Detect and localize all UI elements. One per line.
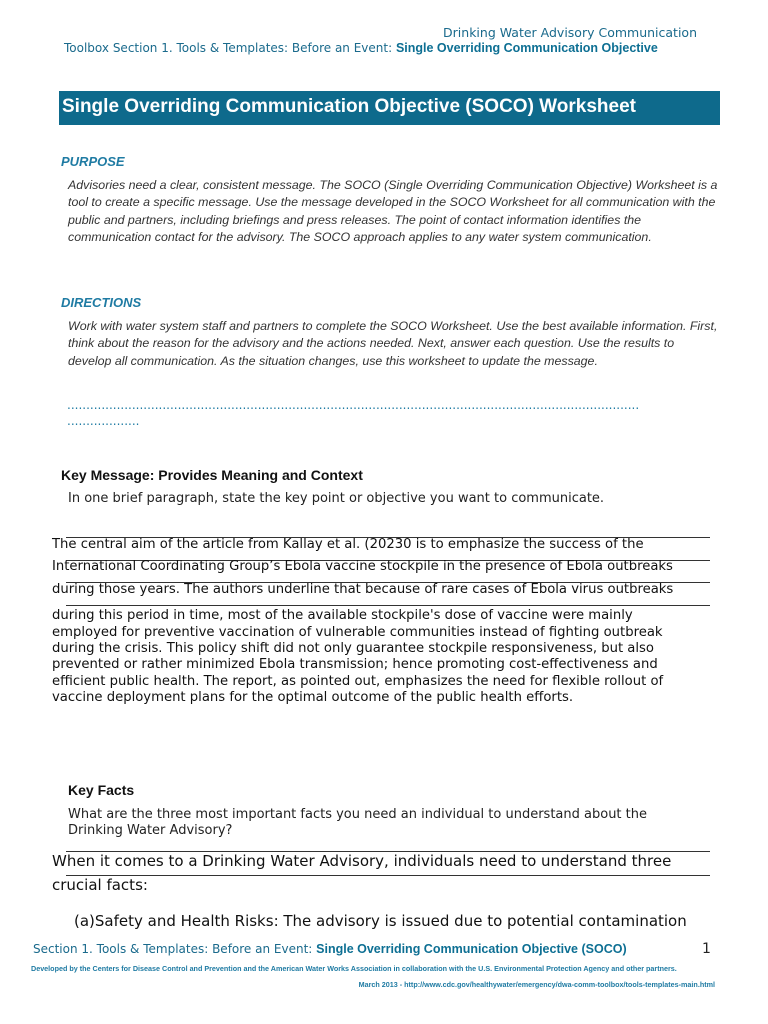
key-facts-prompt: What are the three most important facts you need an individual to understand about the: [68, 807, 647, 822]
key-facts-answer-line: crucial facts:: [52, 876, 148, 894]
key-message-line: vaccine deployment plans for the optimal outcome of the public health efforts.: [52, 690, 574, 705]
key-message-heading: Key Message: Provides Meaning and Context: [61, 467, 363, 483]
answer-rule: [66, 605, 710, 606]
footer-section-prefix: Section 1. Tools & Templates: Before an Event:: [33, 942, 317, 956]
page-number: 1: [702, 941, 711, 957]
directions-text: Work with water system staff and partners to complete the SOCO Worksheet. Use the best available information. First, think about the reason for the advisory and the actions needed. Next, answer each question. Use the results to develop all communication. As the situation changes, use this worksheet to update the message.: [68, 319, 718, 368]
purpose-heading: PURPOSE: [61, 154, 125, 169]
key-message-line: during this period in time, most of the available stockpile's dose of vaccine were mainly: [52, 608, 633, 623]
header-subtitle-bold: Single Overriding Communication Objective: [395, 41, 658, 55]
key-facts-answer-line: When it comes to a Drinking Water Advisory, individuals need to understand three: [52, 852, 672, 870]
worksheet-title-bar: [59, 91, 720, 125]
dotted-separator: ......................................................................................................................................................: [67, 398, 640, 412]
footer-date-url: March 2013 - http://www.cdc.gov/healthywater/emergency/dwa-comm-toolbox/tools-templates-main.html: [358, 980, 715, 989]
key-message-line: efficient public health. The report, as pointed out, emphasizes the need for flexible rollout of: [52, 674, 664, 689]
footer-section-bold: Single Overriding Communication Objective (SOCO): [316, 942, 627, 956]
key-message-line: The central aim of the article from Kallay et al. (20230 is to emphasize the success of the: [52, 537, 644, 552]
purpose-text: Advisories need a clear, consistent message. The SOCO (Single Overriding Communication Objective) Worksheet is a tool to create a specific message. Use the message developed in the SOCO Worksheet for all communication with the public and partners, including briefings and press releases. The point of contact information identifies the communication contact for the advisory. The SOCO approach applies to any water system communication.: [68, 178, 718, 244]
directions-heading: DIRECTIONS: [61, 295, 142, 310]
key-message-prompt: In one brief paragraph, state the key point or objective you want to communicate.: [68, 491, 605, 506]
header-subtitle: [64, 41, 658, 55]
key-message-line: employed for preventive vaccination of vulnerable communities instead of fighting outbreak: [52, 625, 663, 640]
header-subtitle-prefix: Toolbox Section 1. Tools & Templates: Before an Event:: [64, 41, 396, 55]
key-message-line: during the crisis. This policy shift did not only guarantee stockpile responsiveness, but also: [52, 641, 654, 656]
worksheet-title: Single Overriding Communication Objective (SOCO) Worksheet: [62, 96, 636, 117]
dotted-separator-end: ...................: [67, 414, 140, 428]
key-message-line: during those years. The authors underline that because of rare cases of Ebola virus outbreaks: [52, 582, 674, 597]
key-message-line: International Coordinating Group’s Ebola vaccine stockpile in the presence of Ebola outbreaks: [52, 559, 673, 574]
key-facts-prompt: Drinking Water Advisory?: [68, 823, 233, 838]
footer-credit: Developed by the Centers for Disease Control and Prevention and the American Water Works Association in collaboration with the U.S. Environmental Protection Agency and other partners.: [31, 964, 677, 973]
footer-section: [33, 942, 627, 956]
header-title: Drinking Water Advisory Communication: [443, 25, 697, 40]
answer-rule: [66, 875, 710, 876]
key-facts-heading: Key Facts: [68, 782, 135, 798]
key-message-line: prevented or rather minimized Ebola transmission; hence promoting cost-effectiveness and: [52, 657, 658, 672]
key-fact-item-a: (a)Safety and Health Risks: The advisory is issued due to potential contamination: [74, 912, 687, 930]
